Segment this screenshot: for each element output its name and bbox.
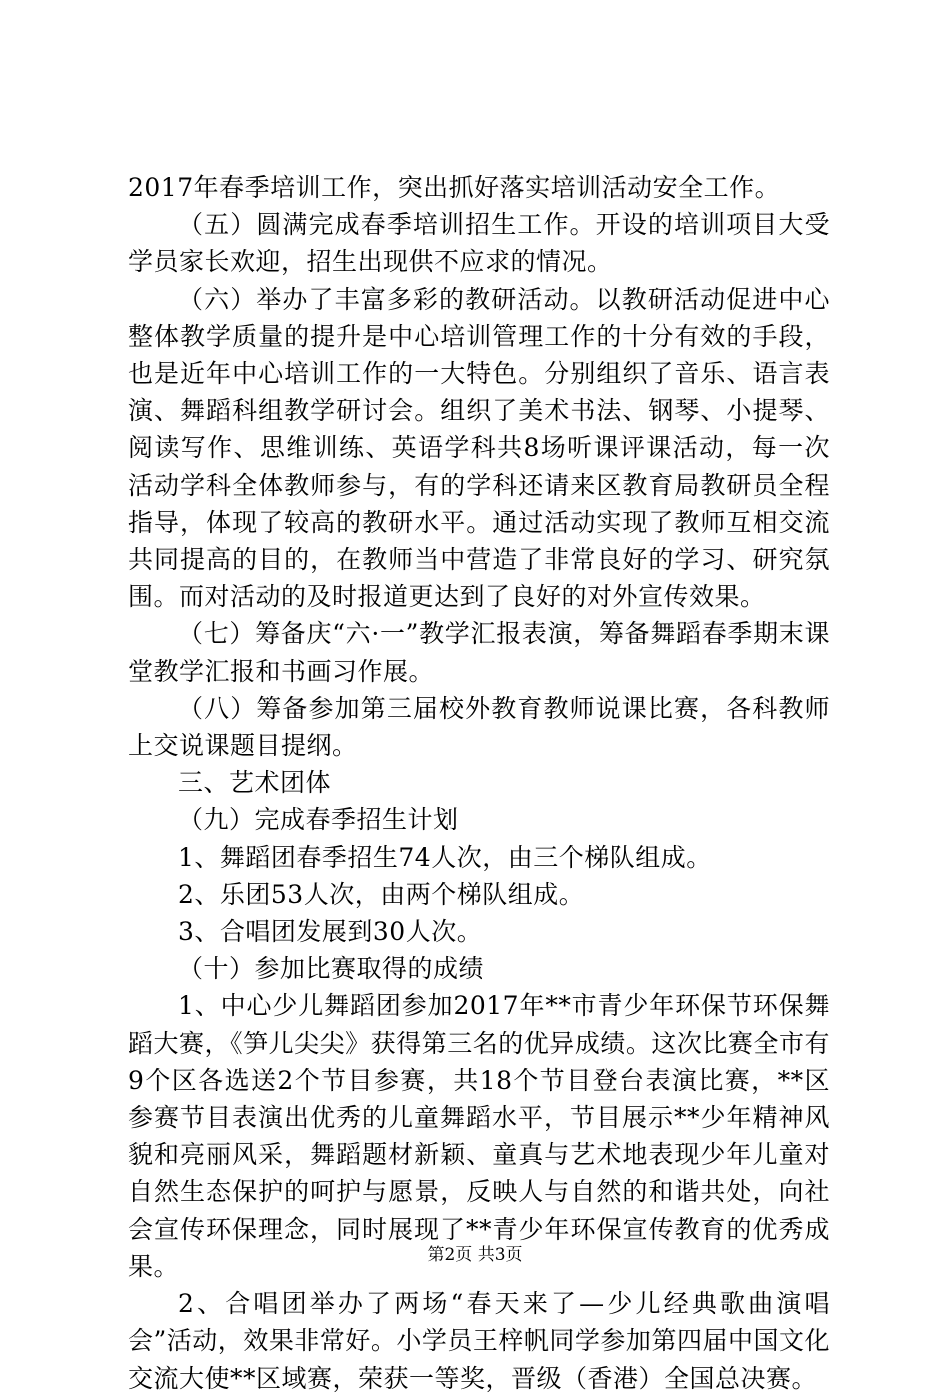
paragraph-section-7: （七）筹备庆“六·一”教学汇报表演，筹备舞蹈春季期末课堂教学汇报和书画习作展。 (128, 619, 830, 686)
paragraph-section-5: （五）圆满完成春季培训招生工作。开设的培训项目大受学员家长欢迎，招生出现供不应求的情况。 (128, 210, 830, 277)
paragraph-section-9: （九）完成春季招生计划 (178, 805, 459, 835)
paragraph-section-10: （十）参加比赛取得的成绩 (178, 954, 485, 984)
paragraph-section-6: （六）举办了丰富多彩的教研活动。以教研活动促进中心整体教学质量的提升是中心培训管理工作的十分有效的手段，也是近年中心培训工作的一大特色。分别组织了音乐、语言表演、舞蹈科组教学研讨会。组织了美术书法、钢琴、小提琴、阅读写作、思维训练、英语学科共8场听课评课活动，每一次活动学科全体教师参与，有的学科还请来区教育局教研员全程指导，体现了较高的教研水平。通过活动实现了教师互相交流共同提高的目的，在教师当中营造了非常良好的学习、研究氛围。而对活动的及时报道更达到了良好的对外宣传效果。 (128, 284, 830, 612)
page-number-footer: 第2页 共3页 (427, 1245, 523, 1265)
paragraph-dance-competition: 1、中心少儿舞蹈团参加2017年**市青少年环保节环保舞蹈大赛，《笋儿尖尖》获得第三名的优异成绩。这次比赛全市有9个区各选送2个节目参赛，共18个节目登台表演比赛，**区参赛节目表演出优秀的儿童舞蹈水平，节目展示**少年精神风貌和亮丽风采，舞蹈题材新颖、童真与艺术地表现少年儿童对自然生态保护的呵护与愿景，反映人与自然的和谐共处，向社会宣传环保理念，同时展现了**青少年环保宣传教育的优秀成果。 (128, 991, 830, 1281)
paragraph-choir-concert: 2、合唱团举办了两场“春天来了—少儿经典歌曲演唱会”活动，效果非常好。小学员王梓帆同学参加第四届中国文化交流大使**区域赛，荣获一等奖，晋级（香港）全国总决赛。 (128, 1289, 830, 1393)
list-item-choir: 3、合唱团发展到30人次。 (178, 917, 483, 947)
document-body (128, 169, 830, 1397)
paragraph-section-8: （八）筹备参加第三届校外教育教师说课比赛，各科教师上交说课题目提纲。 (128, 693, 830, 761)
paragraph-continuation: 2017年春季培训工作，突出抓好落实培训活动安全工作。 (128, 173, 781, 202)
heading-art-groups: 三、艺术团体 (178, 768, 332, 798)
list-item-dance-troupe: 1、舞蹈团春季招生74人次，由三个梯队组成。 (178, 842, 712, 872)
list-item-orchestra: 2、乐团53人次，由两个梯队组成。 (178, 879, 585, 909)
